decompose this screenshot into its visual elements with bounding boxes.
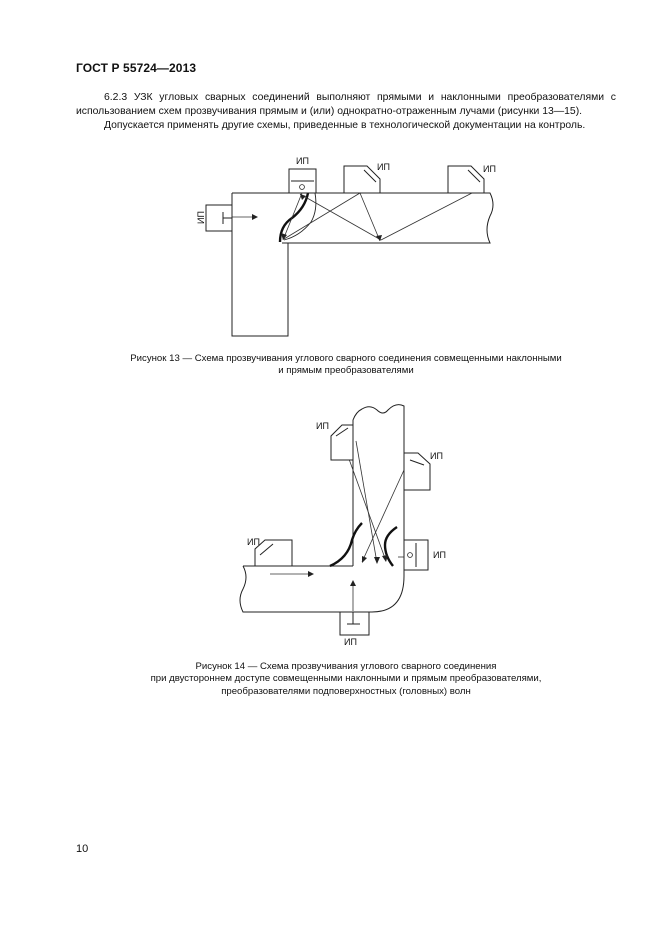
fig14-probe-label: ИП <box>433 550 446 560</box>
fig13-probe-label: ИП <box>196 211 206 224</box>
fig14-arrowhead <box>374 557 380 564</box>
fig14-weld-arc-right <box>385 527 397 566</box>
fig14-probe-label: ИП <box>430 451 443 461</box>
figure-14-caption-line-1: Рисунок 14 — Схема прозвучивания углового сварного соединения <box>195 661 497 672</box>
fig14-arrowhead <box>350 580 356 586</box>
document-header: ГОСТ Р 55724—2013 <box>76 61 197 75</box>
fig14-weld-arc-left <box>330 523 362 566</box>
fig14-angle-probe-right <box>404 451 443 490</box>
paragraph-line-3: Допускается применять другие схемы, приведенные в технологической документации на контроль. <box>104 120 586 131</box>
figure-14-caption <box>116 661 576 698</box>
fig13-probe-label: ИП <box>483 164 496 174</box>
figure-13-caption-line-2: и прямым преобразователями <box>278 365 414 377</box>
fig14-probe-label: ИП <box>344 637 357 647</box>
fig14-angle-probe-left <box>247 537 292 566</box>
fig14-arrowhead <box>362 556 367 563</box>
fig14-weld-probe <box>404 540 446 570</box>
page-number: 10 <box>76 843 89 855</box>
fig14-probe-label: ИП <box>247 537 260 547</box>
fig13-probe-label: ИП <box>296 156 309 166</box>
fig14-vertical-plate <box>353 405 404 566</box>
fig14-straight-probe <box>340 612 369 647</box>
paragraph-line-1: 6.2.3 УЗК угловых сварных соединений выполняют прямыми и наклонными преобразователями с <box>104 92 616 103</box>
fig13-probe-label: ИП <box>377 162 390 172</box>
paragraph-line-2: использованием схем прозвучивания прямым и (или) однократно-отраженным лучами (рисунки 13—15). <box>76 106 583 117</box>
fig14-arrowhead <box>308 571 314 577</box>
figure-14-caption-line-3: преобразователями подповерхностных (головных) волн <box>221 685 471 697</box>
fig14-angle-probe-upper <box>316 421 353 460</box>
figure-14-caption-line-2: при двустороннем доступе совмещенными наклонными и прямым преобразователями, <box>150 673 542 685</box>
fig14-probe-label: ИП <box>316 421 329 431</box>
fig14-horizontal-plate-bottom <box>240 566 404 612</box>
figure-13-caption-line-1: Рисунок 13 — Схема прозвучивания углового сварного соединения совмещенными наклонными <box>130 353 562 364</box>
